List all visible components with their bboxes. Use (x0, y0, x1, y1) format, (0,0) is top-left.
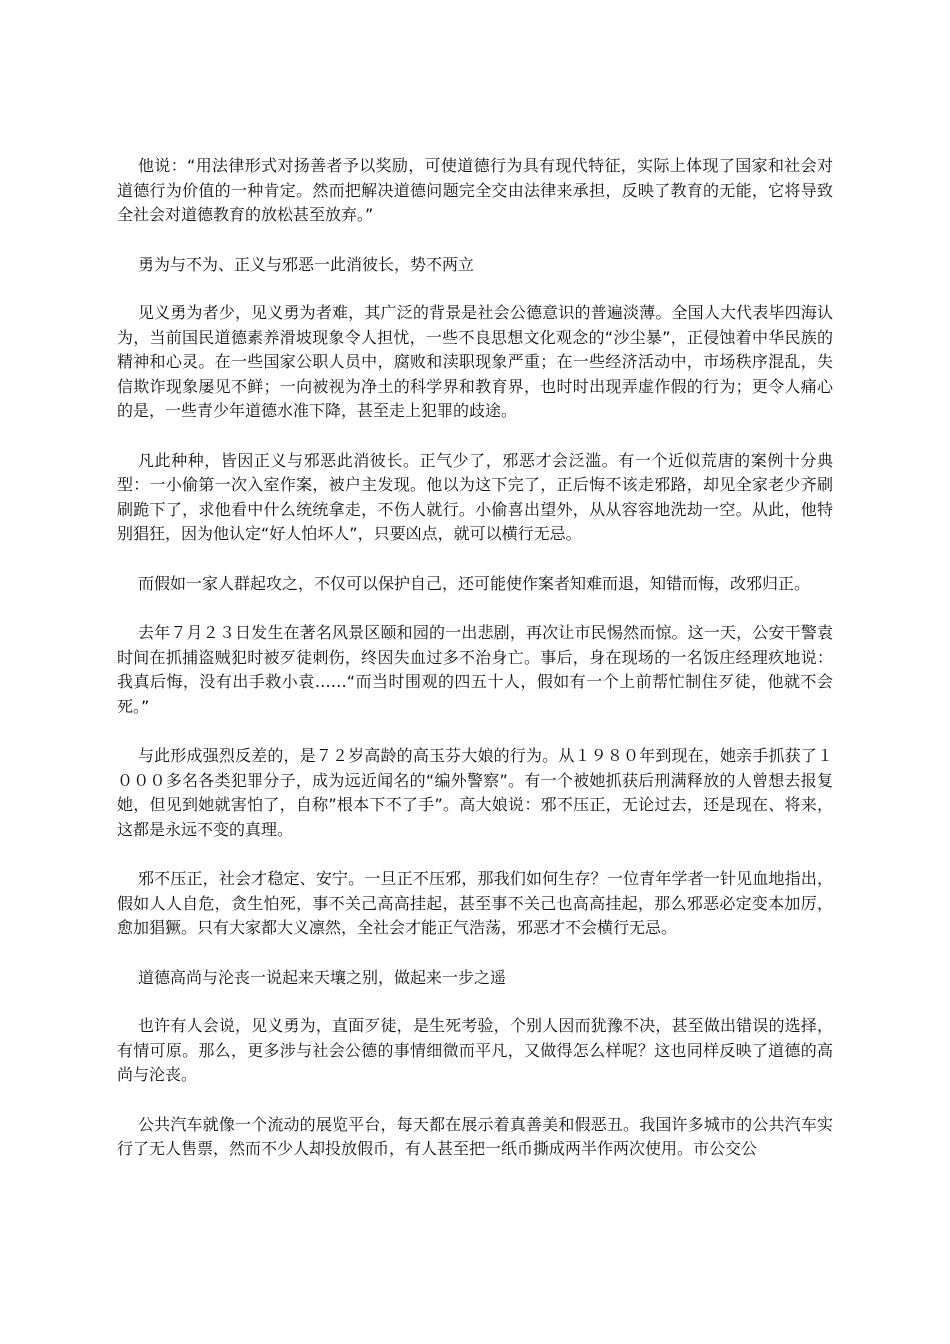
section-heading-justice: 勇为与不为、正义与邪恶一此消彼长，势不两立 (138, 254, 475, 274)
document-page (117, 154, 833, 1187)
paragraph-bus: 公共汽车就像一个流动的展览平台，每天都在展示着真善美和假恶丑。我国许多城市的公共汽车实行了无人售票，然而不少人却投放假币，有人甚至把一纸币撕成两半作两次使用。市公交公 (117, 1114, 833, 1158)
paragraph-evil-not-prevail: 邪不压正，社会才稳定、安宁。一旦正不压邪，那我们如何生存？一位青年学者一针见血地指出，假如人人自危，贪生怕死，事不关己高高挂起，甚至事不关己也高高挂起，那么邪恶必定变本加厉，愈加猖獗。只有大家都大义凛然，全社会才能正气浩荡，邪恶才不会横行无忌。 (117, 869, 833, 937)
paragraph-gao-yufen: 与此形成强烈反差的，是７２岁高龄的高玉芬大娘的行为。从１９８０年到现在，她亲手抓获了１０００多名各类犯罪分子，成为远近闻名的“编外警察”。有一个被她抓获后刑满释放的人曾想去报复她，但见到她就害怕了，自称”根本下不了手”。高大娘说：邪不压正，无论过去，还是现在、将来，这都是永远不变的真理。 (117, 746, 833, 839)
paragraph-thief-case: 凡此种种，皆因正义与邪恶此消彼长。正气少了，邪恶才会泛滥。有一个近似荒唐的案例十分典型：一小偷第一次入室作案，被户主发现。他以为这下完了，正后悔不该走邪路，却见全家老少齐刷刷跪下了，求他看中什么统统拿走，不伤人就行。小偷喜出望外，从从容容地洗劫一空。从此，他特别猖狂，因为他认定“好人怕坏人”，只要凶点，就可以横行无忌。 (117, 450, 833, 543)
paragraph-choice: 也许有人会说，见义勇为，直面歹徒，是生死考验，个别人因而犹豫不决，甚至做出错误的选择，有情可原。那么，更多涉与社会公德的事情细微而平凡，又做得怎么样呢？这也同样反映了道德的高尚与沦丧。 (117, 1016, 833, 1084)
paragraph-public-morality: 见义勇为者少，见义勇为者难，其广泛的背景是社会公德意识的普遍淡薄。全国人大代表毕四海认为，当前国民道德素养滑坡现象令人担忧，一些不良思想文化观念的“沙尘暴”，正侵蚀着中华民族的精神和心灵。在一些国家公职人员中，腐败和渎职现象严重；在一些经济活动中，市场秩序混乱，失信欺诈现象屡见不鲜；一向被视为净土的科学界和教育界，也时时出现弄虚作假的行为；更令人痛心的是，一些青少年道德水准下降，甚至走上犯罪的歧途。 (117, 303, 833, 420)
paragraph-family-resist: 而假如一家人群起攻之，不仅可以保护自己，还可能使作案者知难而退，知错而悔，改邪归正。 (138, 573, 811, 593)
section-heading-morality: 道德高尚与沦丧一说起来天壤之别，做起来一步之遥 (138, 967, 507, 987)
paragraph-yiheyuan: 去年７月２３日发生在著名风景区颐和园的一出悲剧，再次让市民惕然而惊。这一天，公安干警袁时间在抓捕盗贼犯时被歹徒刺伤，终因失血过多不治身亡。事后，身在现场的一名饭庄经理疚地说：我真后悔，没有出手救小袁……“而当时围观的四五十人，假如有一个上前帮忙制住歹徒，他就不会死。” (117, 623, 833, 716)
paragraph-quote: 他说：“用法律形式对扬善者予以奖励，可使道德行为具有现代特征，实际上体现了国家和社会对道德行为价值的一种肯定。然而把解决道德问题完全交由法律来承担，反映了教育的无能，它将导致全社会对道德教育的放松甚至放弃。” (117, 156, 833, 224)
